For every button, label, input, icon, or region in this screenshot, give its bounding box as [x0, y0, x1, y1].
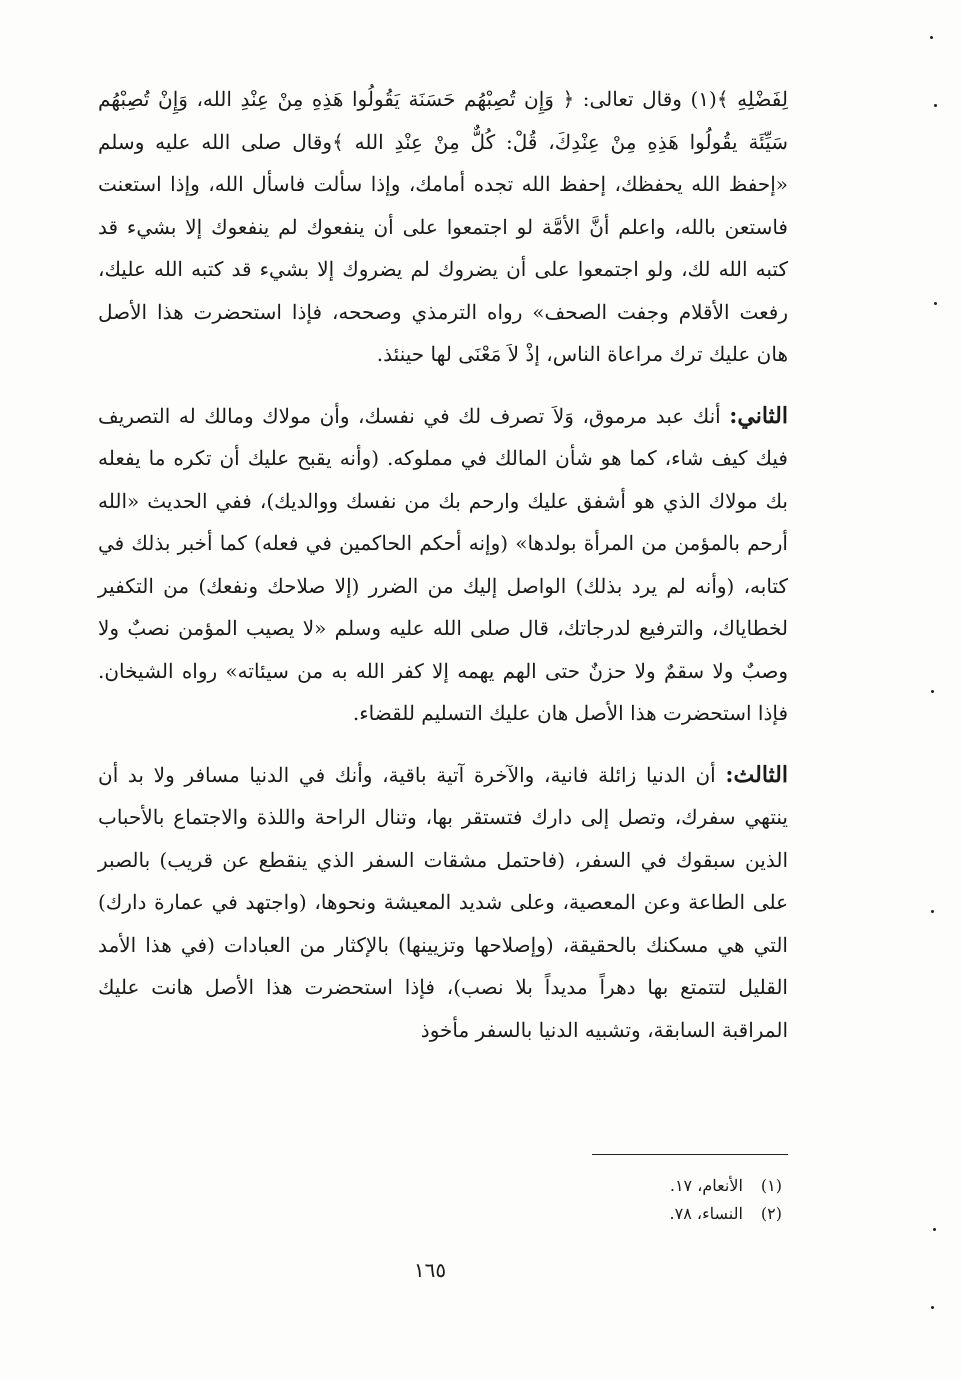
- paragraph-first: لِفَضْلِهِ ﴾(١) وقال تعالى: ﴿ وَإِن تُصِبْهُم حَسَنَة يَقُولُوا هَذِهِ مِنْ عِنْدِ الله، وَإِنْ تُصِبْهُم سَيِّئَة يقُولُوا هَذِهِ مِنْ عِنْدِكَ، قُلْ: كُلٌّ مِنْ عِنْدِ الله ﴾وقال صلى الله عليه وسلم «إحفظ الله يحفظك، إحفظ الله تجده أمامك، وإذا سألت فاسأل الله، وإذا استعنت فاستعن بالله، واعلم أنَّ الأمَّة لو اجتمعوا على أن ينفعوك لم ينفعوك إلا بشيء قد كتبه الله لك، ولو اجتمعوا على أن يضروك لم يضروك إلا بشيء قد كتبه الله عليك، رفعت الأقلام وجفت الصحف» رواه الترمذي وصححه، فإذا استحضرت هذا الأصل هان عليك ترك مراعاة الناس، إذْ لاَ مَعْنَى لها حينئذ.: [98, 87, 788, 366]
- footnote-number: (٢): [760, 1204, 782, 1223]
- section-heading-second: الثاني:: [729, 402, 788, 429]
- scan-speck: [933, 1228, 936, 1231]
- section-heading-third: الثالث:: [725, 761, 788, 788]
- scan-speck: [931, 910, 934, 913]
- footnote-divider: [592, 1154, 788, 1155]
- page-number: ١٦٥: [413, 1258, 447, 1282]
- scan-speck: [934, 104, 937, 107]
- footnote-1: [560, 1172, 782, 1200]
- footnotes: [560, 1172, 782, 1228]
- footnote-text: الأنعام، ١٧.: [669, 1176, 743, 1195]
- section-third: [98, 754, 788, 1052]
- section-text-third: أن الدنيا زائلة فانية، والآخرة آتية باقية، وأنك في الدنيا مسافر ولا بد أن ينتهي سفرك، وتصل إلى دارك فتستقر بها، وتنال الراحة واللذة والاجتماع بالأحباب الذين سبقوك في السفر، (فاحتمل مشقات السفر الذي ينقطع عن قريب) بالصبر على الطاعة وعن المعصية، وعلى شديد المعيشة ونحوها، (واجتهد في عمارة دارك) التي هي مسكنك بالحقيقة، (وإصلاحها وتزيينها) بالإكثار من العبادات (في هذا الأمد القليل لتتمتع بها دهراً مديداً بلا نصب)، فإذا استحضرت هذا الأصل هانت عليك المراقبة السابقة، وتشبيه الدنيا بالسفر مأخوذ: [98, 762, 788, 1042]
- section-text-second: أنك عبد مرموق، وَلاَ تصرف لك في نفسك، وأن مولاك ومالك له التصريف فيك كيف شاء، كما هو شأن المالك في مملوكه. (وأنه يقبح عليك أن تكره ما يفعله بك مولاك الذي هو أشفق عليك وارحم بك من نفسك ووالديك)، ففي الحديث «الله أرحم بالمؤمن من المرأة بولدها» (وإنه أحكم الحاكمين في فعله) كما أخبر بذلك في كتابه، (وأنه لم يرد بذلك) الواصل إليك من الضرر (إلا صلاحك ونفعك) من التكفير لخطاياك، والترفيع لدرجاتك، قال صلى الله عليه وسلم «لا يصيب المؤمن نصبٌ ولا وصبٌ ولا سقمٌ ولا حزنٌ حتى الهم يهمه إلا كفر الله به من سيئاته» رواه الشيخان. فإذا استحضرت هذا الأصل هان عليك التسليم للقضاء.: [98, 403, 789, 725]
- footnote-2: [560, 1200, 782, 1228]
- main-text: [98, 78, 788, 1051]
- scan-speck: [931, 690, 934, 693]
- scan-speck: [930, 36, 933, 39]
- footnote-number: (١): [760, 1176, 782, 1195]
- section-second: [98, 395, 788, 735]
- footnote-text: النساء، ٧٨.: [669, 1204, 743, 1223]
- scan-speck: [934, 302, 937, 305]
- scan-speck: [931, 1306, 934, 1309]
